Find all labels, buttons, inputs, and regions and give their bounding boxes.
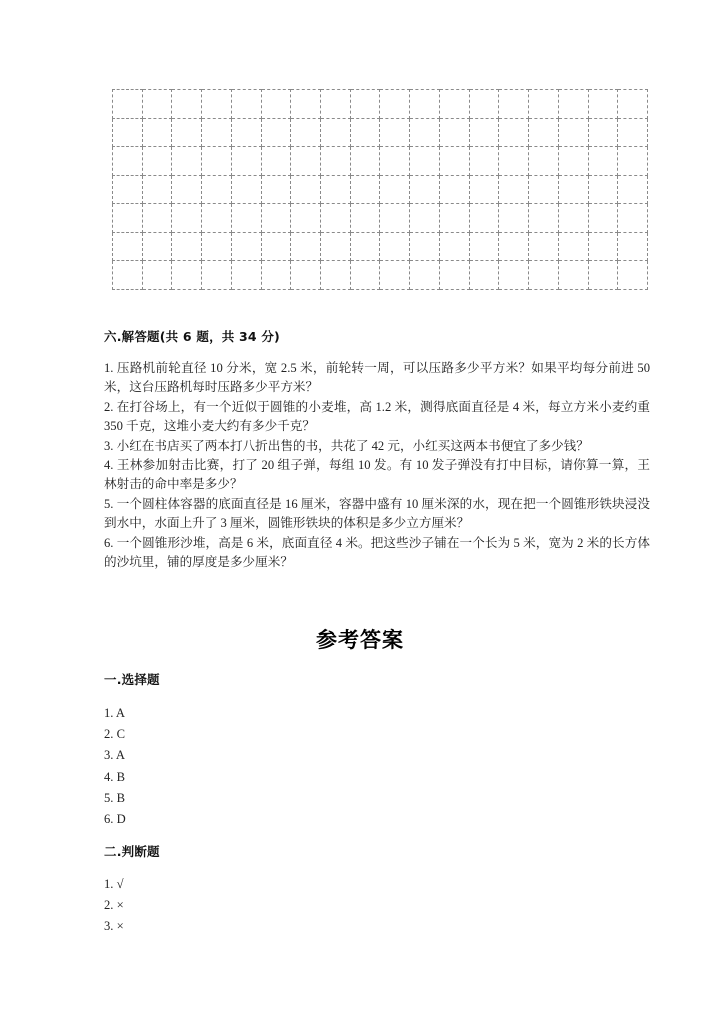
work-grid-cell [172,175,202,204]
work-grid-cell [618,232,648,261]
work-grid-cell [439,232,469,261]
work-grid-cell [618,90,648,119]
work-grid-row [113,118,648,147]
work-grid-cell [231,175,261,204]
answer-item: 5. B [104,790,125,805]
work-grid-cell [261,261,291,290]
work-grid-cell [113,261,143,290]
work-grid-cell [113,175,143,204]
work-grid-cell [113,90,143,119]
work-grid-row [113,147,648,176]
work-grid-cell [172,90,202,119]
work-grid-cell [380,232,410,261]
work-grid-cell [321,175,351,204]
work-grid-cell [588,175,618,204]
work-grid-cell [499,118,529,147]
work-grid-cell [113,204,143,233]
work-grid-cell [618,175,648,204]
work-grid-cell [529,118,559,147]
work-grid-cell [558,232,588,261]
work-grid-cell [618,204,648,233]
work-grid-cell [202,175,232,204]
work-grid-cell [291,118,321,147]
work-grid-cell [380,90,410,119]
work-grid-cell [291,204,321,233]
work-grid-cell [558,90,588,119]
work-grid-cell [439,204,469,233]
work-grid-cell [558,261,588,290]
work-grid-cell [202,90,232,119]
answer-key-title: 参考答案 [316,628,404,652]
section-heading-panduan: 二.判断题 [104,844,160,859]
work-grid-cell [499,175,529,204]
work-grid-cell [469,118,499,147]
work-grid-cell [291,175,321,204]
work-grid-cell [142,147,172,176]
question-item: 3. 小红在书店买了两本打八折出售的书，共花了 42 元，小红买这两本书便宜了多少钱？ [104,438,589,453]
work-grid-cell [231,232,261,261]
work-grid-cell [172,261,202,290]
work-grid-cell [291,232,321,261]
work-grid-cell [231,90,261,119]
work-grid-cell [588,147,618,176]
work-grid-cell [261,147,291,176]
work-grid-cell [142,118,172,147]
work-grid-cell [618,118,648,147]
work-grid-cell [142,261,172,290]
question-item: 2. 在打谷场上，有一个近似于圆锥的小麦堆，高 1.2 米，测得底面直径是 4 米，每立方米小麦约重 350 千克，这堆小麦大约有多少千克？ [104,399,650,434]
work-grid-cell [202,118,232,147]
work-grid-cell [202,261,232,290]
work-grid-cell [142,175,172,204]
work-grid-row [113,261,648,290]
answer-list-xuanze [104,703,126,830]
question-item: 1. 压路机前轮直径 10 分米，宽 2.5 米，前轮转一周，可以压路多少平方米？如果平均每分前进 50 米，这台压路机每时压路多少平方米？ [104,361,650,395]
work-grid-cell [469,175,499,204]
work-grid-cell [291,261,321,290]
work-grid-cell [410,204,440,233]
work-grid-cell [529,204,559,233]
work-grid-cell [410,261,440,290]
work-grid-cell [558,118,588,147]
work-grid-cell [529,90,559,119]
work-grid-cell [113,118,143,147]
work-grid-cell [439,118,469,147]
answer-item: 1. A [104,706,125,720]
work-grid-cell [469,147,499,176]
work-grid-cell [350,175,380,204]
work-grid-cell [380,261,410,290]
work-grid-cell [410,175,440,204]
question-item: 6. 一个圆锥形沙堆，高是 6 米，底面直径 4 米。把这些沙子铺在一个长为 5 米，宽为 2 米的长方体的沙坑里，铺的厚度是多少厘米？ [104,535,650,570]
work-grid-cell [588,118,618,147]
answer-item: 3. A [104,748,125,763]
work-grid-cell [350,118,380,147]
work-grid-cell [291,90,321,119]
work-grid-cell [142,204,172,233]
work-grid-row [113,175,648,204]
answer-item: 4. B [104,769,125,784]
work-grid-cell [261,175,291,204]
answer-list-panduan [104,874,124,938]
work-grid-cell [499,204,529,233]
work-grid-cell [588,232,618,261]
work-grid-cell [172,232,202,261]
work-grid-row [113,90,648,119]
work-grid-cell [588,204,618,233]
work-grid-cell [350,90,380,119]
work-grid-cell [618,261,648,290]
work-grid-cell [439,147,469,176]
work-grid-cell [350,147,380,176]
work-grid-row [113,232,648,261]
work-grid-cell [410,232,440,261]
work-grid-cell [231,147,261,176]
work-grid-cell [202,204,232,233]
work-grid-cell [529,175,559,204]
work-grid-cell [350,204,380,233]
work-grid-cell [172,204,202,233]
work-grid-cell [499,261,529,290]
work-grid-cell [350,232,380,261]
work-grid-cell [113,232,143,261]
work-grid-cell [439,175,469,204]
work-grid-cell [321,204,351,233]
work-grid-cell [469,90,499,119]
work-grid-cell [321,261,351,290]
work-grid-table [112,89,648,290]
question-item: 4. 王林参加射击比赛，打了 20 组子弹，每组 10 发。有 10 发子弹没有打中目标，请你算一算，王林射击的命中率是多少？ [104,458,650,492]
work-grid-cell [321,90,351,119]
work-grid-cell [321,147,351,176]
answer-item: 1. √ [104,877,124,891]
work-grid-cell [558,147,588,176]
work-grid-cell [261,232,291,261]
work-grid-cell [231,204,261,233]
work-grid-cell [618,147,648,176]
work-grid-cell [261,118,291,147]
work-grid-cell [202,147,232,176]
answer-work-grid [112,89,648,290]
work-grid-cell [380,118,410,147]
work-grid-cell [410,118,440,147]
work-grid-cell [469,204,499,233]
work-grid-cell [231,118,261,147]
work-grid-cell [529,147,559,176]
work-grid-cell [172,147,202,176]
work-grid-cell [529,261,559,290]
work-grid-cell [499,147,529,176]
answer-item: 2. × [104,898,124,913]
work-grid-cell [469,232,499,261]
answer-item: 6. D [104,812,126,827]
work-grid-cell [588,90,618,119]
question-list [104,359,650,572]
work-grid-cell [529,232,559,261]
work-grid-cell [558,204,588,233]
work-grid-cell [380,147,410,176]
answer-item: 2. C [104,727,125,742]
work-grid-cell [142,232,172,261]
section-heading-xuanze: 一.选择题 [104,672,160,687]
work-grid-cell [142,90,172,119]
work-grid-cell [113,147,143,176]
work-grid-cell [321,118,351,147]
work-grid-cell [380,204,410,233]
work-grid-cell [410,147,440,176]
work-grid-cell [469,261,499,290]
work-grid-cell [350,261,380,290]
work-grid-cell [380,175,410,204]
work-grid-row [113,204,648,233]
work-grid-cell [558,175,588,204]
work-grid-cell [410,90,440,119]
work-grid-cell [499,232,529,261]
work-grid-cell [202,232,232,261]
work-grid-cell [439,261,469,290]
work-grid-cell [321,232,351,261]
work-grid-cell [439,90,469,119]
work-grid-cell [588,261,618,290]
work-grid-cell [291,147,321,176]
question-item: 5. 一个圆柱体容器的底面直径是 16 厘米，容器中盛有 10 厘米深的水，现在把一个圆锥形铁块浸没到水中，水面上升了 3 厘米，圆锥形铁块的体积是多少立方厘米？ [104,496,650,531]
work-grid-cell [261,90,291,119]
answer-item: 3. × [104,919,124,934]
work-grid-cell [261,204,291,233]
work-grid-cell [499,90,529,119]
work-grid-cell [231,261,261,290]
section-heading-jieda: 六.解答题(共 6 题，共 34 分) [104,329,280,344]
work-grid-cell [172,118,202,147]
